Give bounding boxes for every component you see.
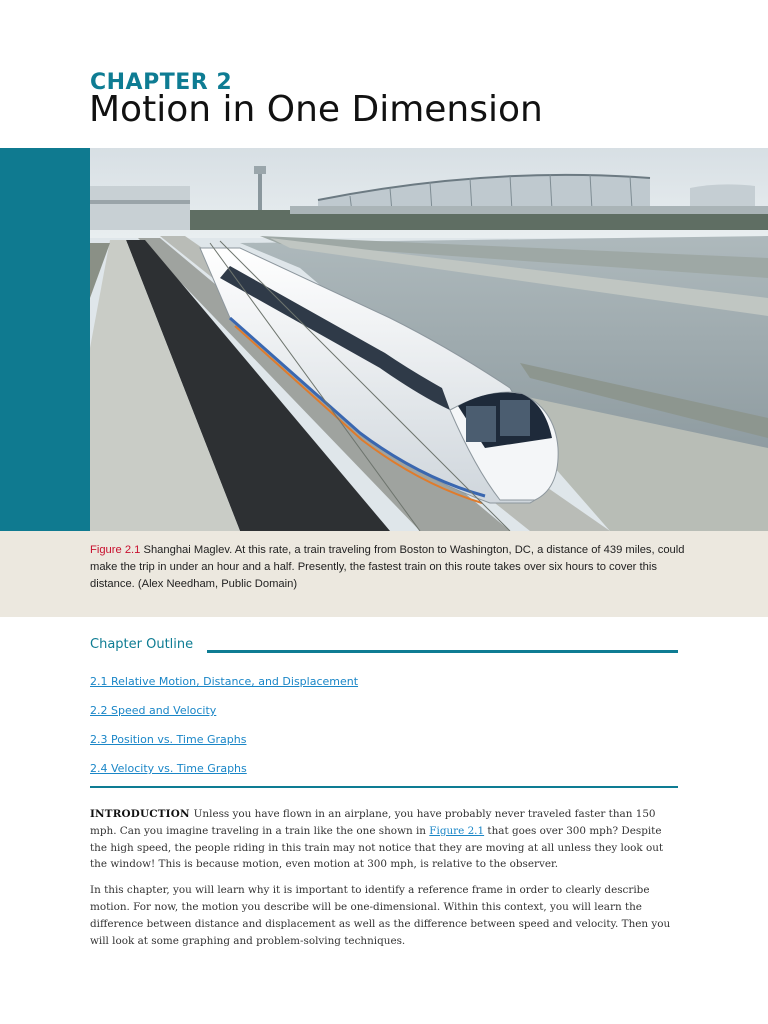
outline-link-2-1[interactable]: 2.1 Relative Motion, Distance, and Displacement [90, 675, 359, 688]
intro-paragraph-1 [90, 806, 680, 873]
intro-text-before-link: Unless you have flown in an airplane, you have probably never traveled faster than 150 mph. Can you imagine traveling in a train like the one shown in [90, 808, 656, 837]
outline-link-2-4[interactable]: 2.4 Velocity vs. Time Graphs [90, 762, 247, 775]
introduction [90, 806, 680, 958]
outline-item [90, 699, 358, 728]
intro-label: INTRODUCTION [90, 808, 190, 820]
outline-item [90, 670, 358, 699]
figure-caption-text: Shanghai Maglev. At this rate, a train traveling from Boston to Washington, DC, a distance of 439 miles, could make the trip in under an hour and a half. Presently, the fastest train on this route takes over six hours to cover this distance. (Alex Needham, Public Domain) [90, 544, 685, 590]
figure-caption [90, 542, 690, 593]
chapter-label: CHAPTER 2 [90, 70, 233, 95]
outline-divider-top [207, 650, 678, 653]
figure-label: Figure 2.1 [90, 544, 141, 556]
figure-2-1-link[interactable]: Figure 2.1 [429, 824, 485, 837]
chapter-outline-list [90, 670, 358, 786]
outline-item [90, 728, 358, 757]
maglev-photo [90, 148, 768, 531]
outline-link-2-3[interactable]: 2.3 Position vs. Time Graphs [90, 733, 247, 746]
chapter-outline-heading: Chapter Outline [90, 637, 194, 652]
outline-item [90, 757, 358, 786]
outline-link-2-2[interactable]: 2.2 Speed and Velocity [90, 704, 217, 717]
intro-paragraph-2: In this chapter, you will learn why it is important to identify a reference frame in order to clearly describe motion. For now, the motion you describe will be one-dimensional. Within this context, you will learn the difference between distance and displacement as well as the difference between speed and velocity. Then you will look at some graphing and problem-solving techniques. [90, 884, 671, 947]
intro-text-after-link: that goes over 300 mph? Despite the high speed, the people riding in this train may not notice that they are moving at all unless they look out the window! This is because motion, even motion at 300 mph, is relative to the observer. [90, 824, 664, 871]
accent-bar [0, 148, 90, 531]
outline-divider-bottom [90, 786, 678, 788]
chapter-title: Motion in One Dimension [89, 89, 543, 130]
